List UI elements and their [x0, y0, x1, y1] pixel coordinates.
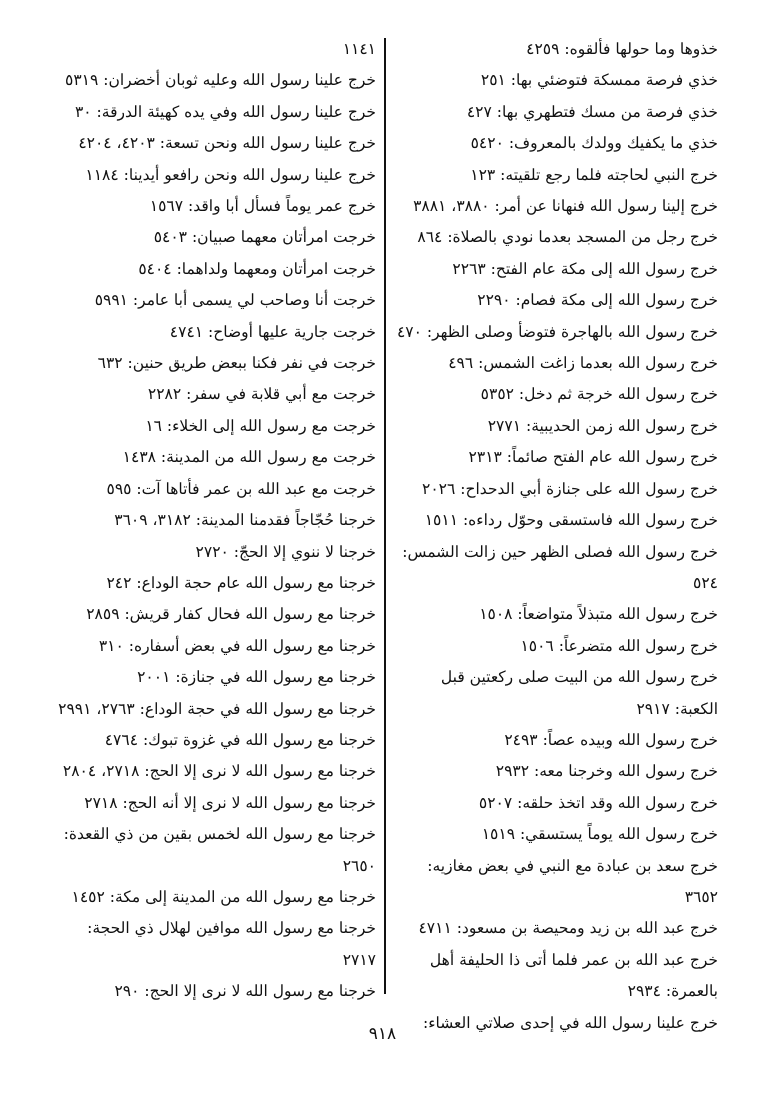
index-entry: خرجنا مع رسول الله في جنازة: ٢٠٠١: [137, 668, 376, 687]
index-entry: خرجت مع رسول الله إلى الخلاء: ١٦: [145, 416, 376, 435]
index-entry: خرج رسول الله من البيت صلى ركعتين قبل الكعبة: ٢٩١٧: [440, 668, 718, 718]
index-entry-continuation: ١١٤١: [342, 40, 376, 58]
index-entry: خرج رسول الله بالهاجرة فتوضأ وصلى الظهر: ٤٧٠: [396, 322, 718, 341]
index-entry: خرج علينا رسول الله وعليه ثوبان أخضران: ٥٣١٩: [65, 71, 376, 90]
index-entry: خرج عبد الله بن زيد ومحيصة بن مسعود: ٤٧١١: [418, 919, 718, 938]
index-entry: خرجنا مع رسول الله لا نرى إلا الحج: ٢٧١٨، ٢٨٠٤: [62, 762, 376, 781]
index-entry: خرجت مع رسول الله من المدينة: ١٤٣٨: [122, 448, 376, 467]
index-entry: خرجنا مع رسول الله من المدينة إلى مكة: ١٤٥٢: [71, 887, 376, 906]
left-index-column: [52, 34, 376, 1008]
index-entry: خرج رسول الله وبيده عصاً: ٢٤٩٣: [504, 730, 718, 749]
index-entry: خرجنا مع رسول الله لخمس بقين من ذي القعدة: ٢٦٥٠: [63, 825, 376, 875]
index-entry: خرج رسول الله فصلى الظهر حين زالت الشمس: ٥٢٤: [402, 542, 718, 592]
index-entry: خرج عمر يوماً فسأل أبا واقد: ١٥٦٧: [149, 197, 376, 216]
index-entry: خرج رسول الله متضرعاً: ١٥٠٦: [520, 636, 718, 655]
page-number: ٩١٨: [368, 1024, 397, 1044]
index-entry: خرجنا مع رسول الله موافين لهلال ذي الحجة: ٢٧١٧: [87, 919, 376, 969]
index-entry: خرج علينا رسول الله ونحن رافعو أيدينا: ١١٨٤: [85, 165, 376, 184]
column-divider: [384, 38, 386, 994]
index-entry: خرج رسول الله زمن الحديبية: ٢٧٧١: [487, 416, 718, 435]
index-entry: خرج رسول الله وخرجنا معه: ٢٩٣٢: [495, 762, 718, 781]
index-entry: خرجت امرأتان ومعهما ولداهما: ٥٤٠٤: [138, 259, 376, 278]
index-entry: خرج عبد الله بن عمر فلما أتى ذا الحليفة أهل بالعمرة: ٢٩٣٤: [429, 950, 718, 1001]
index-entry: خرج رسول الله يوماً يستسقي: ١٥١٩: [481, 825, 718, 844]
index-entry: خرج سعد بن عبادة مع النبي في بعض مغازيه: ٣٦٥٢: [427, 856, 718, 906]
index-entry: خرج رسول الله إلى مكة عام الفتح: ٢٢٦٣: [452, 259, 718, 278]
index-entry: خرج إلينا رسول الله فنهانا عن أمر: ٣٨٨٠، ٣٨٨١: [413, 197, 718, 216]
index-entry: خذي ما يكفيك وولدك بالمعروف: ٥٤٢٠: [470, 134, 718, 153]
index-entry: خرجت جارية عليها أوضاح: ٤٧٤١: [169, 322, 376, 341]
index-entry: خرج علينا رسول الله وفي يده كهيئة الدرقة: ٣٠: [74, 102, 376, 121]
index-entry: خرج علينا رسول الله في إحدى صلاتي العشاء:: [423, 1013, 718, 1032]
right-index-column: [394, 34, 718, 1039]
index-entry: خرج رسول الله إلى مكة فصام: ٢٢٩٠: [477, 291, 718, 310]
index-entry: خرجنا مع رسول الله عام حجة الوداع: ٢٤٢: [106, 573, 376, 592]
index-entry: خرج رجل من المسجد بعدما نودي بالصلاة: ٨٦٤: [417, 228, 718, 247]
index-entry: خرجت امرأتان معهما صبيان: ٥٤٠٣: [153, 228, 376, 247]
index-entry: خرجت في نفر فكنا ببعض طريق حنين: ٦٣٢: [97, 354, 376, 373]
index-entry: خرج علينا رسول الله ونحن تسعة: ٤٢٠٣، ٤٢٠٤: [78, 134, 376, 153]
index-entry: خذي فرصة ممسكة فتوضئي بها: ٢٥١: [480, 71, 718, 90]
index-entry: خرج رسول الله متبذلاً متواضعاً: ١٥٠٨: [479, 605, 718, 624]
index-entry: خرجت أنا وصاحب لي يسمى أبا عامر: ٥٩٩١: [94, 291, 376, 310]
index-entry: خرج رسول الله وقد اتخذ حلقه: ٥٢٠٧: [478, 793, 718, 812]
index-entry: خذوها وما حولها فألقوه: ٤٢٥٩: [526, 40, 718, 58]
index-entry: خذي فرصة من مسك فتطهري بها: ٤٢٧: [466, 102, 718, 121]
index-entry: خرجنا مع رسول الله فحال كفار قريش: ٢٨٥٩: [86, 605, 376, 624]
index-entry: خرجت مع أبي قلابة في سفر: ٢٢٨٢: [147, 385, 376, 404]
index-entry: خرجنا مع رسول الله في حجة الوداع: ٢٧٦٣، ٢٩٩١: [58, 699, 376, 718]
index-entry: خرج رسول الله على جنازة أبي الدحداح: ٢٠٢٦: [422, 479, 718, 498]
index-entry: خرجنا مع رسول الله في بعض أسفاره: ٣١٠: [98, 636, 376, 655]
index-entry: خرج رسول الله بعدما زاغت الشمس: ٤٩٦: [448, 354, 718, 373]
index-entry: خرج رسول الله عام الفتح صائماً: ٢٣١٣: [468, 448, 718, 467]
index-entry: خرجنا حُجّاجاً فقدمنا المدينة: ٣١٨٢، ٣٦٠٩: [114, 511, 376, 530]
index-entry: خرج النبي لحاجته فلما رجع تلقيته: ١٢٣: [470, 165, 718, 184]
index-entry: خرجنا لا ننوي إلا الحجّ: ٢٧٢٠: [195, 542, 376, 561]
index-entry: خرجنا مع رسول الله لا نرى إلا أنه الحج: ٢٧١٨: [84, 793, 376, 812]
index-entry: خرجت مع عبد الله بن عمر فأتاها آت: ٥٩٥: [106, 479, 376, 498]
index-entry: خرجنا مع رسول الله في غزوة تبوك: ٤٧٦٤: [104, 730, 376, 749]
index-entry: خرج رسول الله فاستسقى وحوّل رداءه: ١٥١١: [424, 511, 718, 530]
index-entry: خرجنا مع رسول الله لا نرى إلا الحج: ٢٩٠: [114, 982, 376, 1001]
index-entry: خرج رسول الله خرجة ثم دخل: ٥٣٥٢: [480, 385, 718, 404]
